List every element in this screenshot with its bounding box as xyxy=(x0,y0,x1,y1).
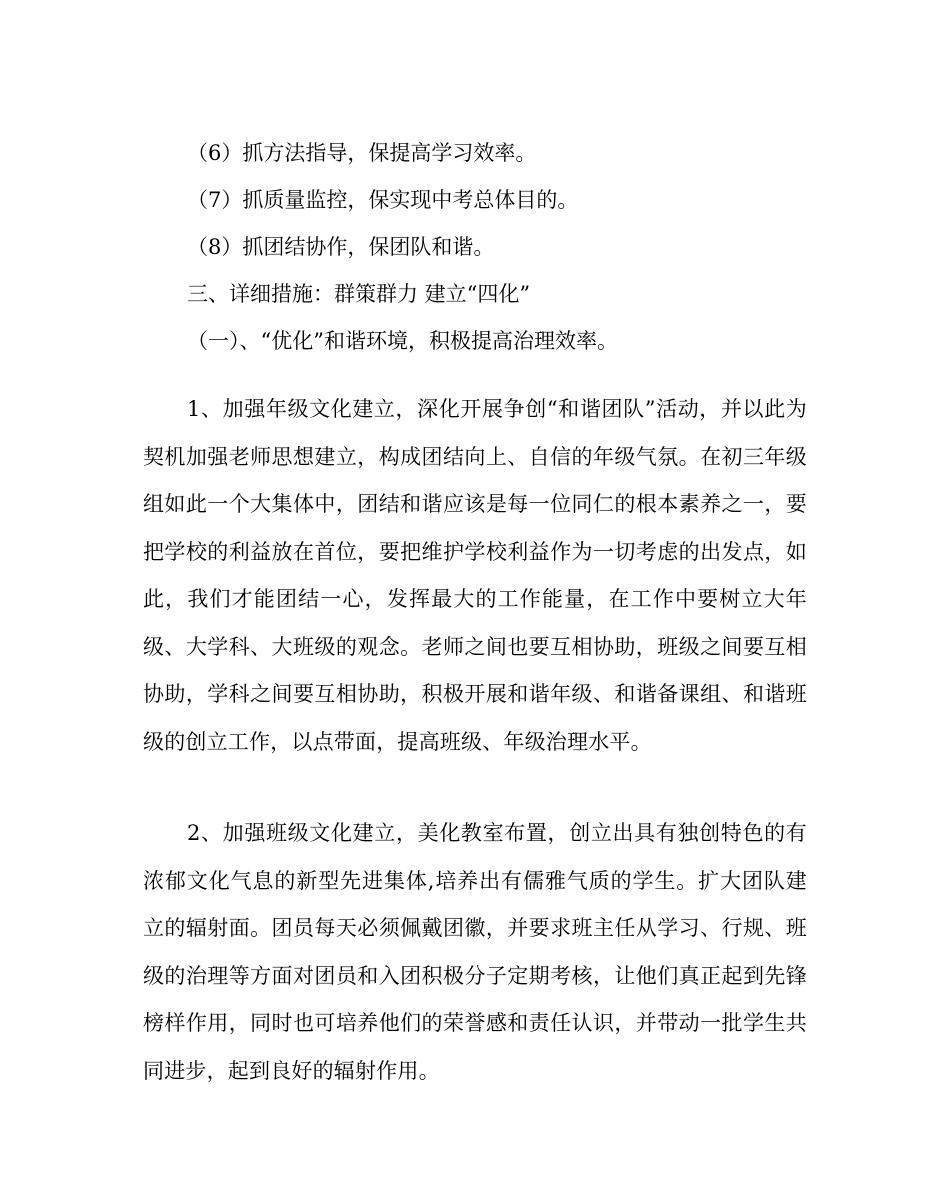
outline-item-7: （7）抓质量监控，保实现中考总体目的。 xyxy=(187,188,579,212)
section-heading: 三、详细措施：群策群力 建立“四化” xyxy=(187,282,531,306)
subsection-heading: （一）、“优化”和谐环境，积极提高治理效率。 xyxy=(187,329,618,353)
outline-lines xyxy=(187,130,827,365)
paragraph-1: 1、加强年级文化建立，深化开展争创“和谐团队”活动，并以此为契机加强老师思想建立，构成团结向上、自信的年级气氛。在初三年级组如此一个大集体中，团结和谐应该是每一位同仁的根本素养之一，要把学校的利益放在首位，要把维护学校利益作为一切考虑的出发点，如此，我们才能团结一心，发挥最大的工作能量，在工作中要树立大年级、大学科、大班级的观念。老师之间也要互相协助，班级之间要互相协助，学科之间要互相协助，积极开展和谐年级、和谐备课组、和谐班级的创立工作，以点带面，提高班级、年级治理水平。 xyxy=(143,397,807,754)
paragraph-2: 2、加强班级文化建立，美化教室布置，创立出具有独创特色的有浓郁文化气息的新型先进集体,培养出有儒雅气质的学生。扩大团队建立的辐射面。团员每天必须佩戴团徽，并要求班主任从学习、行规、班级的治理等方面对团员和入团积极分子定期考核，让他们真正起到先锋榜样作用，同时也可培养他们的荣誉感和责任认识，并带动一批学生共同进步，起到良好的辐射作用。 xyxy=(143,821,807,1083)
outline-item-6: （6）抓方法指导，保提高学习效率。 xyxy=(187,141,537,165)
outline-item-8: （8）抓团结协作，保团队和谐。 xyxy=(187,235,495,259)
